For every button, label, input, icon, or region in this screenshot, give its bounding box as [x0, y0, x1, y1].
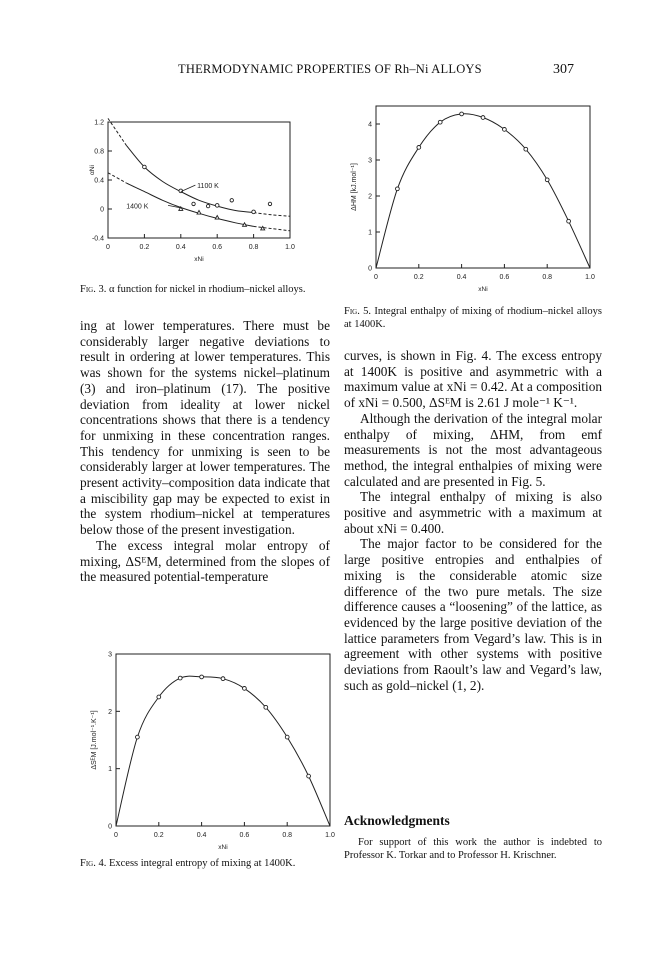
- fig3-series-0-point: [215, 204, 219, 208]
- figure-3: [80, 108, 330, 278]
- figure-3-caption-text: α function for nickel in rhodium–nickel alloys.: [106, 284, 306, 295]
- fig5-x-axis-label: xNi: [478, 286, 488, 293]
- fig4-data-point: [200, 675, 204, 679]
- right-column-paragraph-3: The integral enthalpy of mixing is also positive and asymmetric with a maximum at about xNi = 0.400.: [344, 489, 602, 536]
- fig5-plot-frame: [376, 106, 590, 268]
- fig5-data-point: [460, 112, 464, 116]
- fig5-data-point: [417, 146, 421, 150]
- left-column-paragraph-1: ing at lower temperatures. There must be considerably larger negative deviations to result in ordering at lower temperatures. This was shown for the systems nickel–platinum (3) and iron–platinum (17). The positive deviation from ideality at lower nickel concentrations shows that there is a tendency for unmixing in these concentration ranges. This tendency for unmixing is seen to be considerably larger at lower temperatures. The present activity–composition data indicate that a miscibility gap may be expected to exist in the system rhodium–nickel at temperatures below those of the present investigation.: [80, 318, 330, 538]
- fig4-data-point: [264, 705, 268, 709]
- right-column-paragraph-4: The major factor to be considered for the large positive entropies and enthalpies of mixing is the considerable atomic size difference of the two pure metals. The size difference causes a “loosening” of the lattice, as evidenced by the large positive deviation of the lattice parameters from Vegard’s law. This is in agreement with other systems with positive deviations from Raoult’s law and Vegard’s law, such as gold–nickel (1, 2).: [344, 536, 602, 693]
- fig3-series-0-dashed-end: [254, 213, 290, 217]
- fig5-x-tick-label: 0: [374, 274, 378, 281]
- figure-3-caption-label: Fig. 3.: [80, 284, 107, 295]
- figure-3-caption: [80, 283, 330, 296]
- fig3-series-0-point: [252, 210, 256, 214]
- fig5-data-point: [438, 120, 442, 124]
- fig3-series-0-point: [143, 165, 147, 169]
- figure-4-chart: [80, 650, 340, 855]
- fig3-series-1-dashed-end: [254, 226, 290, 230]
- fig3-x-tick-label: 0.6: [212, 244, 223, 251]
- fig3-series-1-point: [243, 223, 247, 227]
- acknowledgments-text: For support of this work the author is indebted to Professor K. Torkar and to Professor H. Krischner.: [344, 837, 602, 861]
- fig3-plot-frame: [108, 122, 290, 238]
- fig4-y-axis-label: ΔSᴱM [J.mol⁻¹.K⁻¹]: [91, 710, 98, 770]
- fig3-series-1-point: [215, 216, 219, 220]
- fig4-y-tick-label: 3: [108, 651, 112, 659]
- fig3-y-axis-label: αNi: [89, 165, 96, 175]
- fig5-y-tick-label: 3: [368, 157, 372, 165]
- left-column: [80, 318, 330, 585]
- figure-5-chart: [340, 100, 610, 293]
- fig4-y-tick-label: 2: [108, 708, 112, 716]
- figure-4-caption-label: Fig. 4.: [80, 858, 107, 869]
- running-title: THERMODYNAMIC PROPERTIES OF Rh–Ni ALLOYS: [178, 62, 482, 76]
- fig3-extra-point: [206, 204, 209, 207]
- fig3-extra-point: [230, 199, 233, 202]
- fig5-x-tick-label: 0.4: [456, 274, 467, 281]
- fig4-data-point: [243, 687, 247, 691]
- fig4-x-tick-label: 0.6: [239, 832, 250, 839]
- right-column-paragraph-2: Although the derivation of the integral molar enthalpy of mixing, ΔHM, from emf measurements is not the most advantageous method, the integral enthalpies of mixing were calculated and are presented in Fig. 5.: [344, 410, 602, 489]
- fig4-data-point: [157, 695, 161, 699]
- fig3-y-tick-label: 0.8: [94, 148, 104, 156]
- figure-4-caption: [80, 857, 335, 870]
- fig5-data-point: [481, 116, 485, 120]
- fig5-x-tick-label: 0.8: [542, 274, 553, 281]
- fig3-curve-label-1400: 1400 K: [126, 203, 149, 211]
- fig4-x-tick-label: 0: [114, 832, 118, 839]
- fig5-y-tick-label: 2: [368, 193, 372, 201]
- fig5-data-point: [396, 187, 400, 191]
- right-column-paragraph-1: curves, is shown in Fig. 4. The excess entropy at 1400K is positive and asymmetric with a maximum value at xNi = 0.42. At a composition of xNi = 0.500, ΔSᴱM is 2.61 J mole⁻¹ K⁻¹.: [344, 348, 602, 411]
- fig4-data-point: [285, 735, 289, 739]
- fig5-data-point: [503, 128, 507, 132]
- fig3-x-tick-label: 0.2: [139, 244, 150, 251]
- fig3-y-tick-label: 0: [100, 206, 104, 214]
- fig3-x-tick-label: 0: [106, 244, 110, 251]
- fig5-y-tick-label: 1: [368, 229, 372, 237]
- figure-4-caption-text: Excess integral entropy of mixing at 1400K.: [106, 858, 296, 869]
- figure-3-chart: [80, 108, 330, 278]
- acknowledgments-heading: Acknowledgments: [344, 813, 450, 828]
- figure-4: [80, 650, 340, 855]
- fig5-x-tick-label: 0.6: [499, 274, 510, 281]
- fig3-x-tick-label: 0.8: [248, 244, 259, 251]
- fig3-extra-point: [268, 202, 271, 205]
- fig4-y-tick-label: 1: [108, 766, 112, 774]
- fig3-x-tick-label: 1.0: [285, 244, 295, 251]
- fig5-data-point: [567, 219, 571, 223]
- fig5-y-tick-label: 0: [368, 265, 372, 273]
- fig4-data-point: [178, 676, 182, 680]
- fig5-curve: [376, 114, 590, 268]
- figure-5-caption-text: Integral enthalpy of mixing of rhodium–nickel alloys at 1400K.: [344, 306, 602, 330]
- fig4-x-axis-label: xNi: [218, 844, 228, 851]
- fig5-x-tick-label: 1.0: [585, 274, 595, 281]
- fig5-x-tick-label: 0.2: [413, 274, 424, 281]
- fig3-y-tick-label: 1.2: [94, 119, 104, 127]
- fig3-y-tick-label: -0.4: [91, 235, 104, 243]
- fig5-y-tick-label: 4: [368, 121, 372, 129]
- left-column-paragraph-2: The excess integral molar entropy of mixing, ΔSᴱM, determined from the slopes of the measured potential-temperature: [80, 537, 330, 585]
- right-column: [344, 348, 602, 693]
- fig4-curve: [116, 676, 330, 826]
- fig3-curve-label-1100: 1100 K: [197, 183, 219, 191]
- page-header: [0, 62, 672, 82]
- fig5-y-axis-label: ΔHM [kJ.mol⁻¹]: [351, 163, 358, 211]
- figure-5-caption: [344, 305, 602, 331]
- figure-5-caption-label: Fig. 5.: [344, 306, 372, 317]
- fig4-y-tick-label: 0: [108, 823, 112, 831]
- fig3-series-1-point: [197, 210, 201, 214]
- fig4-x-tick-label: 0.2: [153, 832, 164, 839]
- fig3-extra-point: [192, 202, 195, 205]
- fig3-x-axis-label: xNi: [194, 256, 204, 263]
- page-number: 307: [553, 62, 574, 77]
- fig3-y-tick-label: 0.4: [94, 177, 104, 185]
- fig3-x-tick-label: 0.4: [175, 244, 186, 251]
- fig5-data-point: [545, 178, 549, 182]
- fig4-x-tick-label: 0.8: [282, 832, 293, 839]
- fig3-series-1-dashed-start: [108, 173, 126, 183]
- fig4-x-tick-label: 0.4: [196, 832, 207, 839]
- figure-5: [340, 100, 610, 293]
- fig5-data-point: [524, 147, 528, 151]
- fig4-data-point: [307, 774, 311, 778]
- fig4-data-point: [221, 677, 225, 681]
- fig4-data-point: [136, 735, 140, 739]
- fig3-label-leader-1100: [181, 185, 196, 192]
- fig4-x-tick-label: 1.0: [325, 832, 335, 839]
